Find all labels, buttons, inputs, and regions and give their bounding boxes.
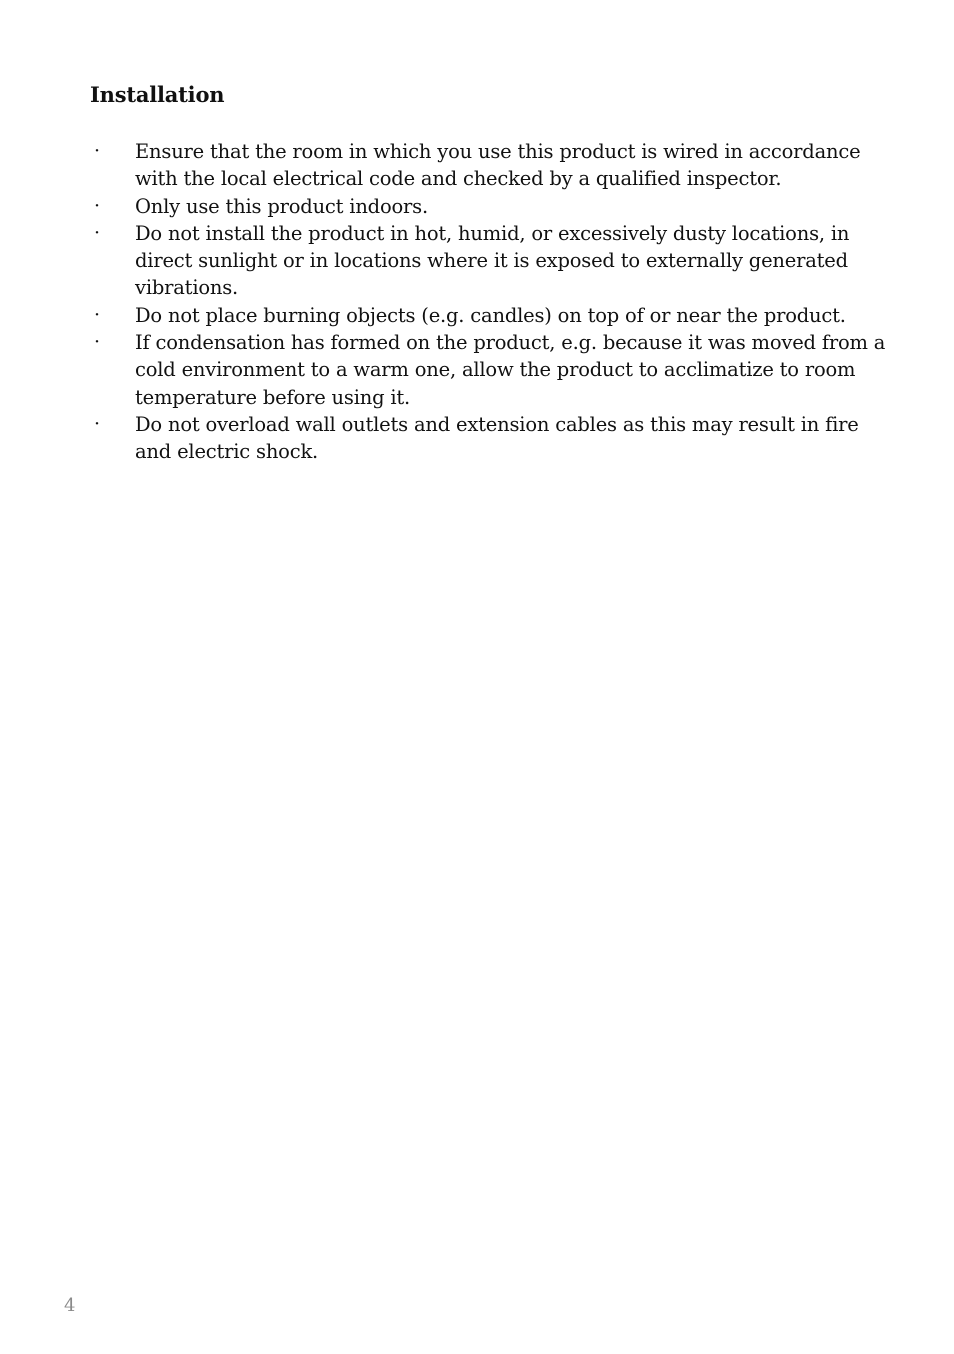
list-item: [90, 302, 900, 329]
bullet-list: [90, 138, 900, 466]
bullet-marker: ·: [94, 303, 100, 326]
list-item: [90, 193, 900, 220]
bullet-marker: ·: [94, 221, 100, 244]
list-item: [90, 220, 900, 302]
bullet-marker: ·: [94, 140, 100, 162]
section-heading: Installation: [90, 82, 225, 107]
list-item-text: Do not place burning objects (e.g. candles) on top of or near the product.: [135, 303, 846, 327]
list-item-text: Ensure that the room in which you use this product is wired in accordance with the local electrical code and checked by a qualified inspector.: [135, 140, 861, 191]
bullet-marker: ·: [94, 194, 100, 217]
list-item-text: Do not install the product in hot, humid, or excessively dusty locations, in direct sunlight or in locations where it is exposed to externally generated vibrations.: [135, 221, 850, 300]
list-item: [90, 329, 900, 411]
list-item-text: Only use this product indoors.: [135, 194, 428, 218]
list-item: [90, 138, 900, 193]
bullet-marker: ·: [94, 412, 100, 435]
list-item-text: If condensation has formed on the product, e.g. because it was moved from a cold environment to a warm one, allow the product to acclimatize to room temperature before using it.: [135, 331, 886, 409]
list-item-text: Do not overload wall outlets and extension cables as this may result in fire and electric shock.: [135, 412, 859, 464]
bullet-marker: ·: [94, 331, 100, 354]
page-number: 4: [64, 1295, 76, 1316]
list-item: [90, 411, 900, 466]
